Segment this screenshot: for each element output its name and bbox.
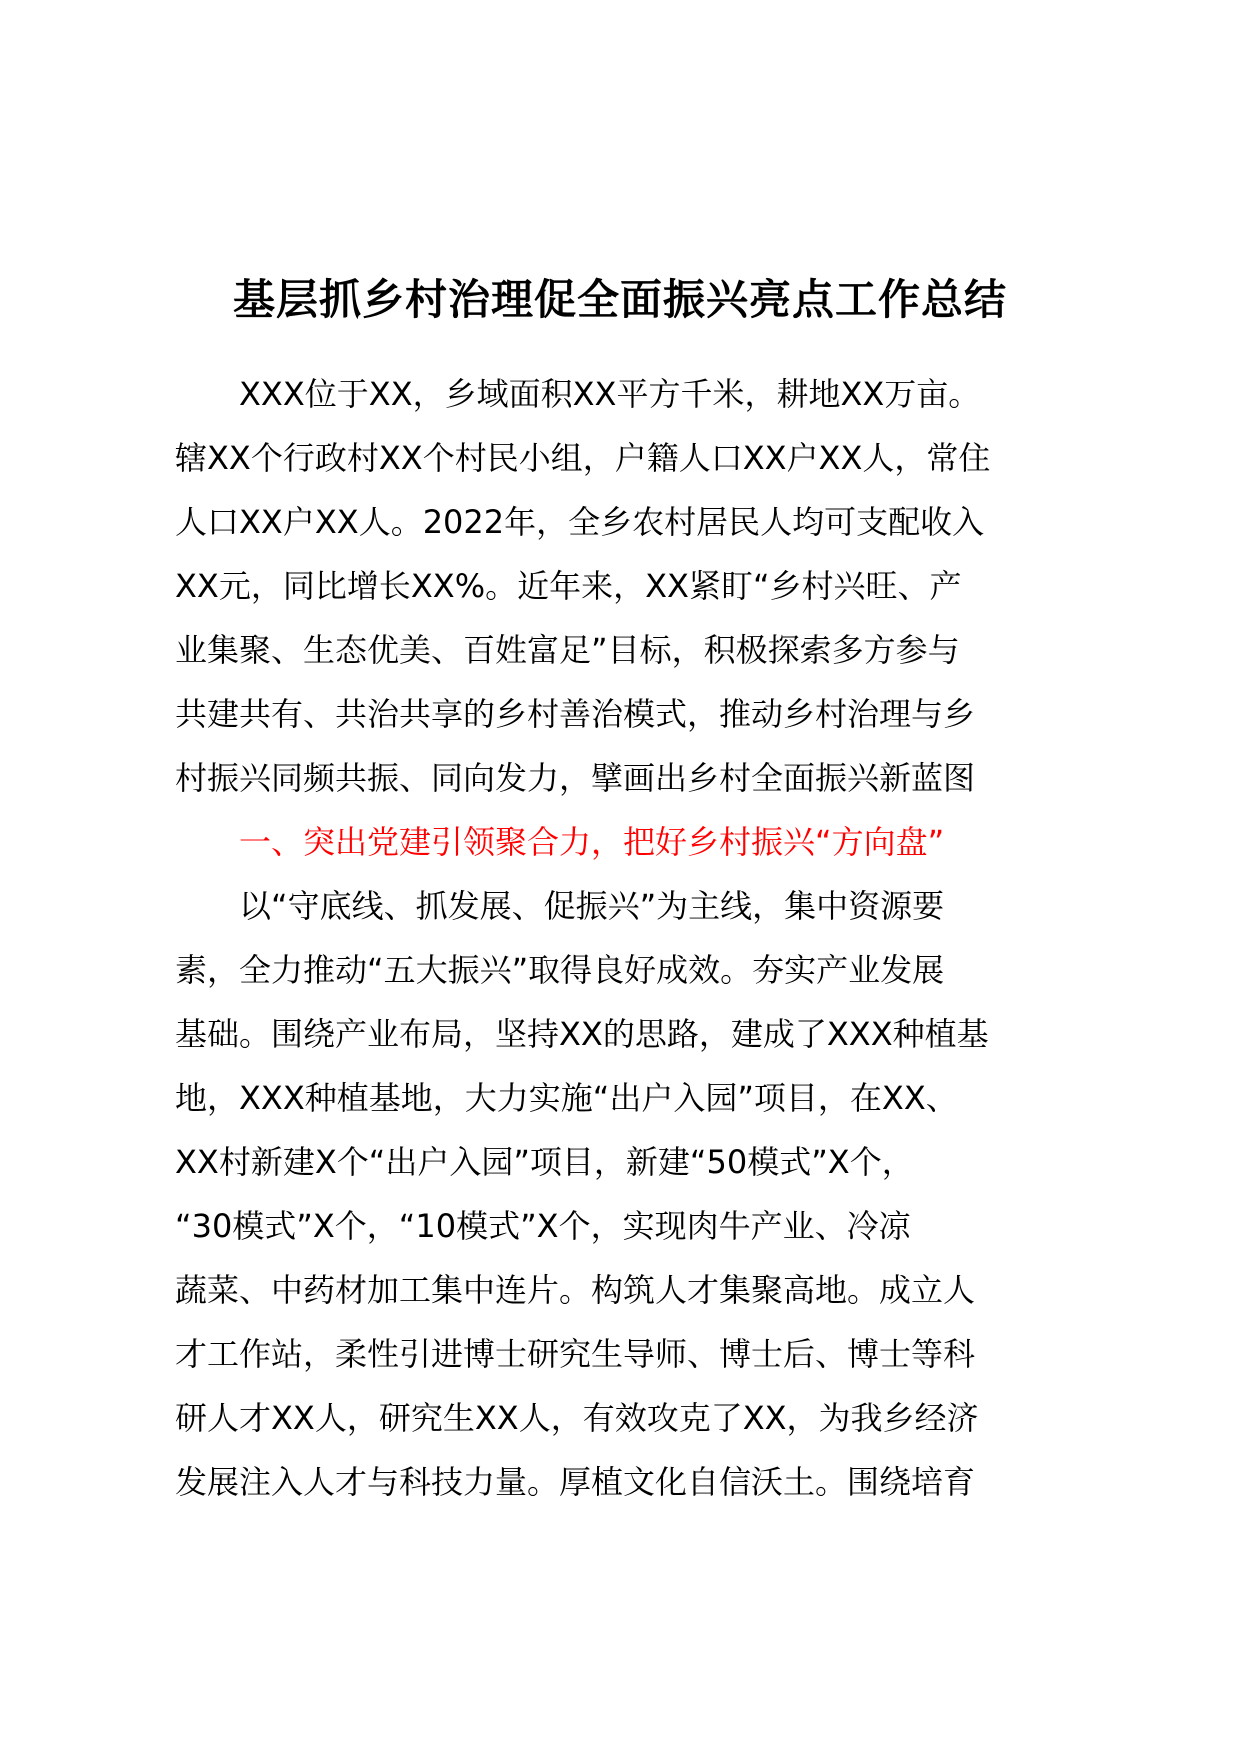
paragraph-2-line-5: XX村新建X个“出户入园”项目，新建“50模式”X个， [175,1143,914,1181]
document-title: 基层抓乡村治理促全面振兴亮点工作总结 [232,275,1007,324]
paragraph-1-line-4: XX元，同比增长XX%。近年来，XX紧盯“乡村兴旺、产 [175,567,962,605]
section-1-heading: 一、突出党建引领聚合力，把好乡村振兴“方向盘” [239,823,945,861]
paragraph-2-line-2: 素，全力推动“五大振兴”取得良好成效。夯实产业发展 [175,951,945,989]
paragraph-1-line-3: 人口XX户XX人。2022年，全乡农村居民人均可支配收入 [175,503,985,541]
paragraph-2-line-10: 发展注入人才与科技力量。厚植文化自信沃土。围绕培育 [175,1463,976,1501]
paragraph-1-line-6: 共建共有、共治共享的乡村善治模式，推动乡村治理与乡 [175,695,976,733]
paragraph-2-line-7: 蔬菜、中药材加工集中连片。构筑人才集聚高地。成立人 [175,1271,976,1309]
paragraph-1-line-1: XXX位于XX，乡域面积XX平方千米，耕地XX万亩。 [239,375,981,413]
paragraph-2-line-3: 基础。围绕产业布局，坚持XX的思路，建成了XXX种植基 [175,1015,989,1053]
paragraph-1-line-2: 辖XX个行政村XX个村民小组，户籍人口XX户XX人，常住 [175,439,991,477]
paragraph-2-line-9: 研人才XX人，研究生XX人，有效攻克了XX，为我乡经济 [175,1399,979,1437]
paragraph-2-line-1: 以“守底线、抓发展、促振兴”为主线，集中资源要 [239,887,945,925]
paragraph-1-line-7: 村振兴同频共振、同向发力，擘画出乡村全面振兴新蓝图 [175,759,976,797]
paragraph-1-line-5: 业集聚、生态优美、百姓富足”目标，积极探索多方参与 [175,631,960,669]
paragraph-2-line-4: 地，XXX种植基地，大力实施“出户入园”项目，在XX、 [175,1079,958,1117]
paragraph-2-line-6: “30模式”X个，“10模式”X个，实现肉牛产业、冷凉 [175,1207,911,1245]
paragraph-2-line-8: 才工作站，柔性引进博士研究生导师、博士后、博士等科 [175,1335,976,1373]
